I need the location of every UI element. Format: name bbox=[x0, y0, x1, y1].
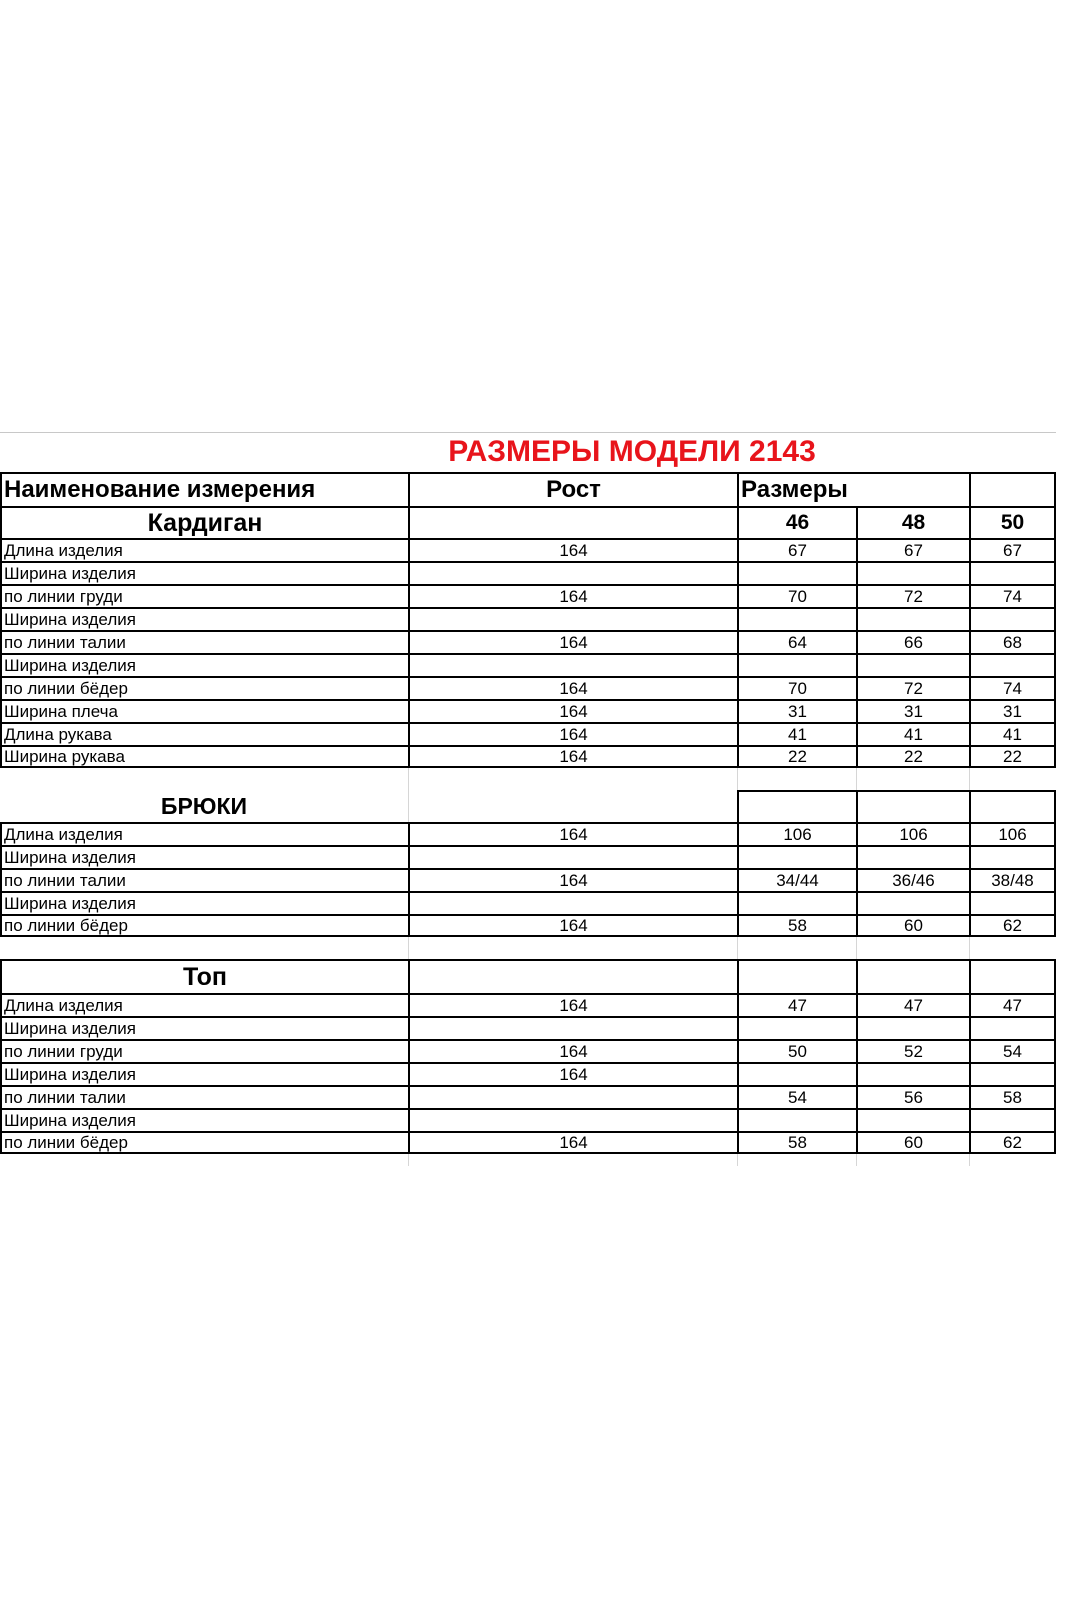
height-value: 164 bbox=[408, 914, 737, 937]
measurement-name: Ширина изделия bbox=[0, 607, 408, 630]
height-value bbox=[408, 1108, 737, 1131]
height-value bbox=[408, 891, 737, 914]
size-50-value bbox=[969, 1108, 1056, 1131]
height-value: 164 bbox=[408, 630, 737, 653]
size-50-value bbox=[969, 607, 1056, 630]
size-48-value bbox=[856, 1108, 969, 1131]
table-row bbox=[0, 699, 1056, 722]
height-value: 164 bbox=[408, 584, 737, 607]
header-empty-2 bbox=[969, 472, 1056, 506]
table-row bbox=[0, 584, 1056, 607]
size-46-value bbox=[737, 1016, 856, 1039]
size-48: 48 bbox=[856, 506, 969, 538]
size-48-value: 60 bbox=[856, 914, 969, 937]
size-50-value: 38/48 bbox=[969, 868, 1056, 891]
size-46-value: 31 bbox=[737, 699, 856, 722]
size-46-value: 67 bbox=[737, 538, 856, 561]
size-48-value: 66 bbox=[856, 630, 969, 653]
size-50-value: 74 bbox=[969, 676, 1056, 699]
size-46-value: 41 bbox=[737, 722, 856, 745]
height-value: 164 bbox=[408, 822, 737, 845]
page-title: РАЗМЕРЫ МОДЕЛИ 2143 bbox=[448, 435, 816, 468]
size-50-value: 22 bbox=[969, 745, 1056, 768]
size-48-value bbox=[856, 1062, 969, 1085]
size-48-value bbox=[856, 891, 969, 914]
size-50-value bbox=[969, 845, 1056, 868]
size-46-value bbox=[737, 891, 856, 914]
size-46-value: 22 bbox=[737, 745, 856, 768]
size-50-value bbox=[969, 1016, 1056, 1039]
measurement-name: Ширина изделия bbox=[0, 653, 408, 676]
size-48-value: 41 bbox=[856, 722, 969, 745]
size-50-value: 68 bbox=[969, 630, 1056, 653]
table-row bbox=[0, 745, 1056, 768]
table-row bbox=[0, 1016, 1056, 1039]
size-46-value: 54 bbox=[737, 1085, 856, 1108]
measurement-name: Ширина изделия bbox=[0, 1016, 408, 1039]
table-row bbox=[0, 630, 1056, 653]
measurement-name: Длина изделия bbox=[0, 993, 408, 1016]
measurement-name: Длина изделия bbox=[0, 538, 408, 561]
height-value bbox=[408, 1016, 737, 1039]
section-label-top: Топ bbox=[0, 959, 408, 993]
header-empty-1 bbox=[856, 472, 969, 506]
size-50-value: 41 bbox=[969, 722, 1056, 745]
size-48-value: 36/46 bbox=[856, 868, 969, 891]
height-value: 164 bbox=[408, 676, 737, 699]
table-row bbox=[0, 993, 1056, 1016]
measurement-name: по линии груди bbox=[0, 1039, 408, 1062]
size-50-value bbox=[969, 891, 1056, 914]
size-46-value: 70 bbox=[737, 584, 856, 607]
table-row bbox=[0, 538, 1056, 561]
size-46-value: 58 bbox=[737, 914, 856, 937]
size-50-value: 67 bbox=[969, 538, 1056, 561]
height-value bbox=[408, 845, 737, 868]
table-row bbox=[0, 561, 1056, 584]
table-row bbox=[0, 676, 1056, 699]
table-row bbox=[0, 1062, 1056, 1085]
size-48-value: 56 bbox=[856, 1085, 969, 1108]
header-sizes: Размеры bbox=[737, 472, 856, 506]
height-value: 164 bbox=[408, 868, 737, 891]
measurement-name: по линии бёдер bbox=[0, 914, 408, 937]
measurement-name: Ширина изделия bbox=[0, 561, 408, 584]
size-50-value bbox=[969, 561, 1056, 584]
cardigan-header-height bbox=[408, 506, 737, 538]
size-46-value: 64 bbox=[737, 630, 856, 653]
size-48-value bbox=[856, 1016, 969, 1039]
measurement-name: Ширина плеча bbox=[0, 699, 408, 722]
height-value bbox=[408, 1085, 737, 1108]
size-50-value: 74 bbox=[969, 584, 1056, 607]
size-48-value: 106 bbox=[856, 822, 969, 845]
section-label-trousers: БРЮКИ bbox=[160, 792, 248, 819]
table-row bbox=[0, 822, 1056, 845]
table-row bbox=[0, 1085, 1056, 1108]
size-46-value: 58 bbox=[737, 1131, 856, 1154]
size-46-value bbox=[737, 653, 856, 676]
size-46-value bbox=[737, 561, 856, 584]
top-header-row bbox=[0, 959, 1056, 993]
height-value: 164 bbox=[408, 1062, 737, 1085]
size-48-value: 22 bbox=[856, 745, 969, 768]
height-value: 164 bbox=[408, 699, 737, 722]
measurement-name: по линии талии bbox=[0, 868, 408, 891]
measurement-name: Ширина изделия bbox=[0, 1062, 408, 1085]
gap-row bbox=[0, 937, 1056, 959]
table-row bbox=[0, 914, 1056, 937]
size-46-value: 34/44 bbox=[737, 868, 856, 891]
header-row bbox=[0, 472, 1056, 506]
size-46: 46 bbox=[737, 506, 856, 538]
size-46-value bbox=[737, 1108, 856, 1131]
size-46-value: 70 bbox=[737, 676, 856, 699]
size-50-value: 54 bbox=[969, 1039, 1056, 1062]
table-row bbox=[0, 653, 1056, 676]
size-48-value: 52 bbox=[856, 1039, 969, 1062]
height-value bbox=[408, 607, 737, 630]
trailing-grid-row bbox=[0, 1154, 1056, 1166]
top-rows bbox=[0, 993, 1056, 1154]
trousers-rows bbox=[0, 822, 1056, 937]
size-48-value bbox=[856, 561, 969, 584]
size-50: 50 bbox=[969, 506, 1056, 538]
size-46-value: 106 bbox=[737, 822, 856, 845]
measurement-name: Ширина рукава bbox=[0, 745, 408, 768]
size-48-value: 67 bbox=[856, 538, 969, 561]
measurement-name: по линии груди bbox=[0, 584, 408, 607]
height-value bbox=[408, 561, 737, 584]
size-48-value: 72 bbox=[856, 676, 969, 699]
section-label-cardigan: Кардиган bbox=[0, 506, 408, 538]
table-row bbox=[0, 1108, 1056, 1131]
measurement-name: Длина рукава bbox=[0, 722, 408, 745]
size-46-value bbox=[737, 845, 856, 868]
height-value: 164 bbox=[408, 722, 737, 745]
size-50-value: 31 bbox=[969, 699, 1056, 722]
size-50-value: 106 bbox=[969, 822, 1056, 845]
size-50-value bbox=[969, 653, 1056, 676]
header-height: Рост bbox=[408, 472, 737, 506]
height-value: 164 bbox=[408, 1131, 737, 1154]
size-48-value: 60 bbox=[856, 1131, 969, 1154]
size-48-value: 72 bbox=[856, 584, 969, 607]
measurement-name: Длина изделия bbox=[0, 822, 408, 845]
cardigan-rows bbox=[0, 538, 1056, 768]
table-row bbox=[0, 722, 1056, 745]
gap-row bbox=[0, 768, 1056, 790]
table-row bbox=[0, 845, 1056, 868]
size-50-value: 62 bbox=[969, 1131, 1056, 1154]
size-48-value bbox=[856, 845, 969, 868]
size-50-value: 62 bbox=[969, 914, 1056, 937]
table-row bbox=[0, 891, 1056, 914]
measurement-name: по линии бёдер bbox=[0, 676, 408, 699]
size-46-value: 47 bbox=[737, 993, 856, 1016]
trousers-header-row bbox=[0, 790, 1056, 822]
size-48-value bbox=[856, 607, 969, 630]
measurement-name: по линии талии bbox=[0, 630, 408, 653]
size-48-value: 31 bbox=[856, 699, 969, 722]
measurement-name: Ширина изделия bbox=[0, 891, 408, 914]
header-name: Наименование измерения bbox=[0, 472, 408, 506]
height-value bbox=[408, 653, 737, 676]
cardigan-header-row bbox=[0, 506, 1056, 538]
size-46-value: 50 bbox=[737, 1039, 856, 1062]
title-row bbox=[0, 432, 1056, 472]
table-row bbox=[0, 1131, 1056, 1154]
table-row bbox=[0, 607, 1056, 630]
size-50-value bbox=[969, 1062, 1056, 1085]
measurement-name: по линии талии bbox=[0, 1085, 408, 1108]
size-48-value bbox=[856, 653, 969, 676]
table-row bbox=[0, 1039, 1056, 1062]
size-50-value: 47 bbox=[969, 993, 1056, 1016]
height-value: 164 bbox=[408, 538, 737, 561]
table-row bbox=[0, 868, 1056, 891]
size-48-value: 47 bbox=[856, 993, 969, 1016]
size-50-value: 58 bbox=[969, 1085, 1056, 1108]
measurement-name: Ширина изделия bbox=[0, 845, 408, 868]
size-46-value bbox=[737, 607, 856, 630]
height-value: 164 bbox=[408, 1039, 737, 1062]
size-chart-sheet bbox=[0, 432, 1056, 1166]
height-value: 164 bbox=[408, 745, 737, 768]
height-value: 164 bbox=[408, 993, 737, 1016]
size-46-value bbox=[737, 1062, 856, 1085]
measurement-name: Ширина изделия bbox=[0, 1108, 408, 1131]
measurement-name: по линии бёдер bbox=[0, 1131, 408, 1154]
